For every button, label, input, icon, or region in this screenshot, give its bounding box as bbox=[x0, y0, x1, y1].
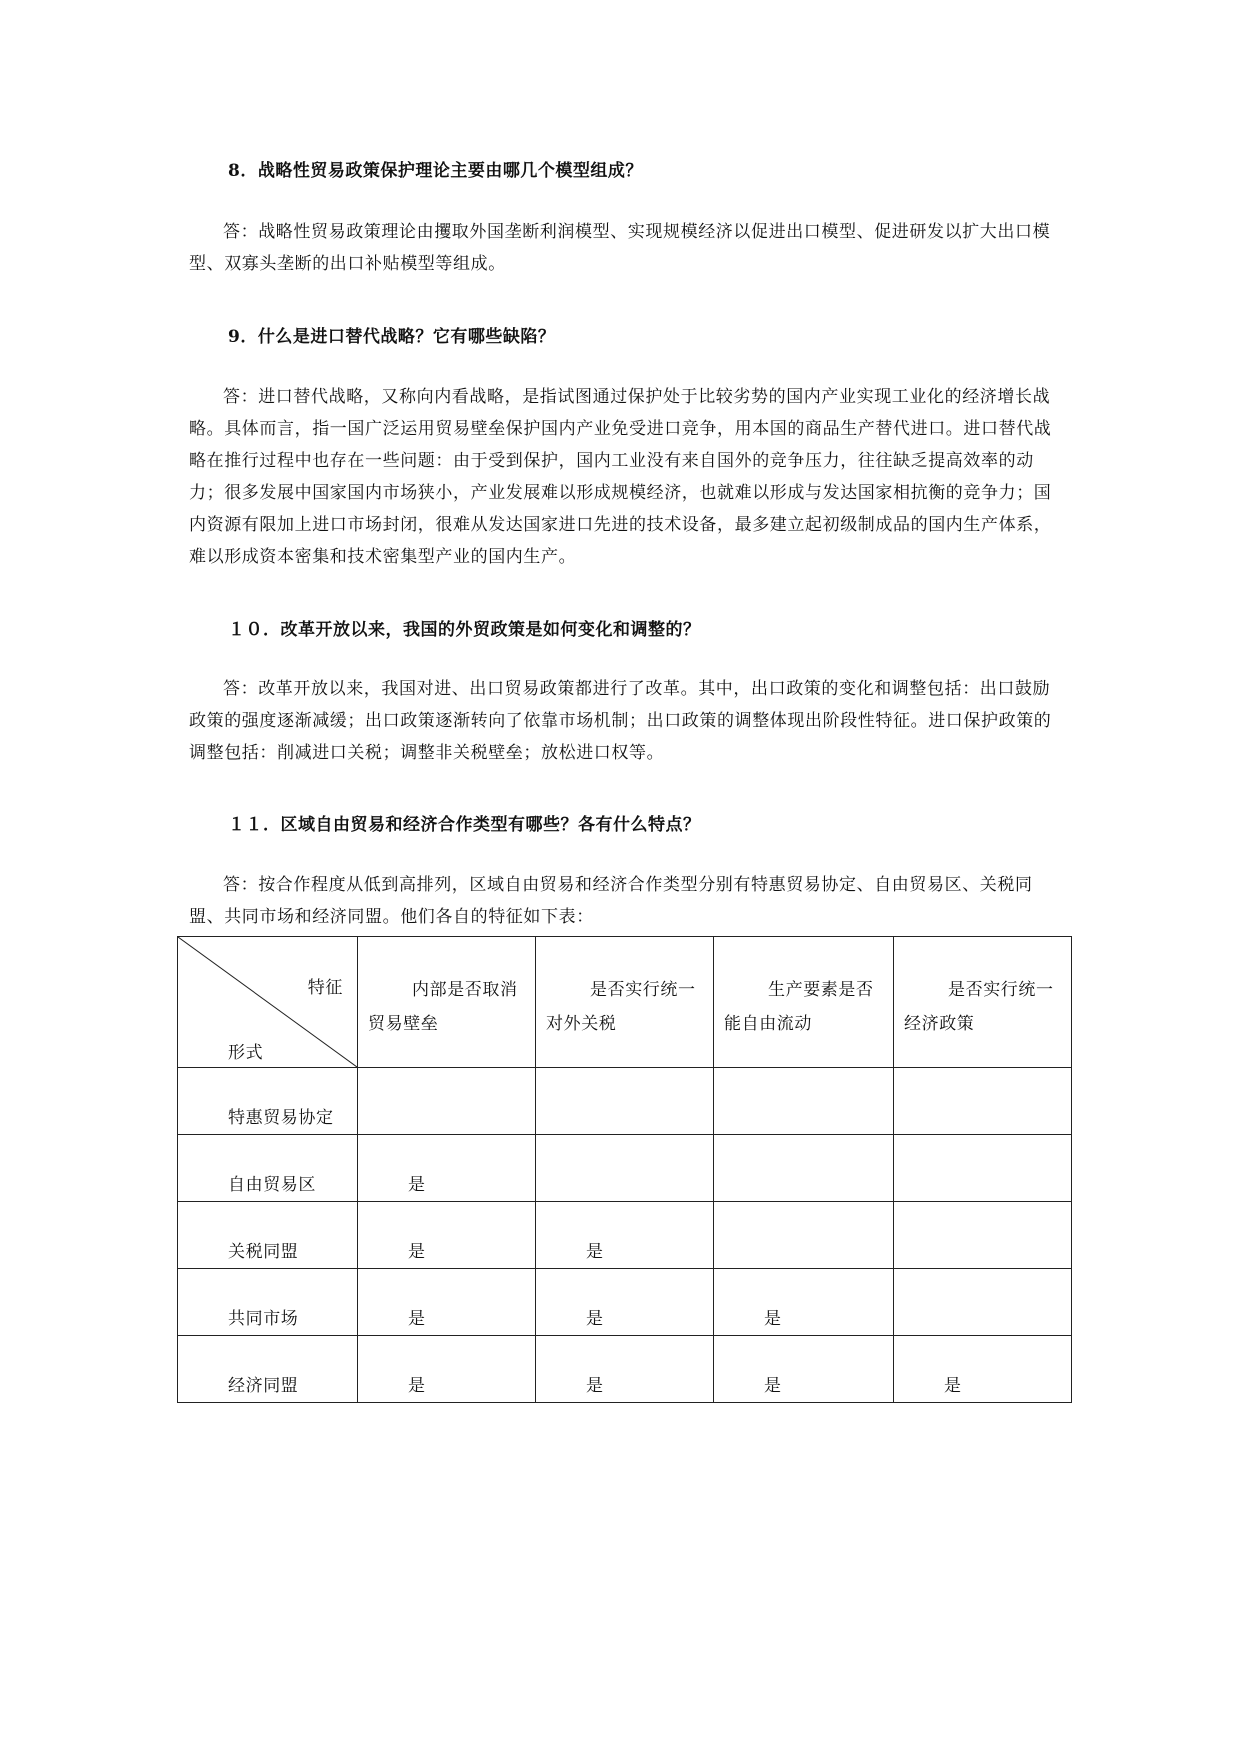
table-row bbox=[178, 1202, 1072, 1269]
answer-11: 答：按合作程度从低到高排列，区域自由贸易和经济合作类型分别有特惠贸易协定、自由贸易区、关税同盟、共同市场和经济同盟。他们各自的特征如下表： bbox=[189, 875, 1033, 927]
table-corner-cell bbox=[178, 937, 358, 1068]
diagonal-line bbox=[178, 937, 357, 1067]
table-row bbox=[178, 1068, 1072, 1135]
answer-10: 答：改革开放以来，我国对进、出口贸易政策都进行了改革。其中，出口政策的变化和调整包括：出口鼓励政策的强度逐渐减缓；出口政策逐渐转向了依靠市场机制；出口政策的调整体现出阶段性特征。进口保护政策的调整包括：削减进口关税；调整非关税壁垒；放松进口权等。 bbox=[189, 679, 1052, 763]
question-8: 8．战略性贸易政策保护理论主要由哪几个模型组成？ bbox=[228, 161, 643, 181]
table-cell: 是 bbox=[586, 1376, 603, 1396]
row-label: 经济同盟 bbox=[228, 1376, 299, 1396]
answer-9: 答：进口替代战略，又称向内看战略，是指试图通过保护处于比较劣势的国内产业实现工业化的经济增长战略。具体而言，指一国广泛运用贸易壁垒保护国内产业免受进口竞争，用本国的商品生产替代进口。进口替代战略在推行过程中也存在一些问题：由于受到保护，国内工业没有来自国外的竞争压力，往往缺乏提高效率的动力；很多发展中国家国内市场狭小，产业发展难以形成规模经济，也就难以形成与发达国家相抗衡的竞争力；国内资源有限加上进口市场封闭，很难从发达国家进口先进的技术设备，最多建立起初级制成品的国内生产体系，难以形成资本密集和技术密集型产业的国内生产。 bbox=[189, 387, 1052, 567]
table-cell: 是 bbox=[586, 1309, 603, 1329]
table-header-cell: 是否实行统一经济政策 bbox=[894, 937, 1072, 1068]
table-row bbox=[178, 1269, 1072, 1336]
table-cell: 是 bbox=[408, 1376, 425, 1396]
question-9: 9．什么是进口替代战略？它有哪些缺陷？ bbox=[228, 327, 556, 347]
row-label: 共同市场 bbox=[228, 1309, 299, 1329]
table-header-cell: 生产要素是否能自由流动 bbox=[714, 937, 894, 1068]
table-row bbox=[178, 1336, 1072, 1403]
corner-label-feature: 特征 bbox=[307, 978, 343, 998]
table-cell: 是 bbox=[586, 1242, 603, 1262]
table-row bbox=[178, 1135, 1072, 1202]
table-header-cell: 是否实行统一对外关税 bbox=[536, 937, 714, 1068]
row-label: 自由贸易区 bbox=[228, 1175, 316, 1195]
table-cell: 是 bbox=[764, 1376, 781, 1396]
answer-8: 答：战略性贸易政策理论由攫取外国垄断利润模型、实现规模经济以促进出口模型、促进研发以扩大出口模型、双寡头垄断的出口补贴模型等组成。 bbox=[189, 222, 1051, 274]
table-cell: 是 bbox=[764, 1309, 781, 1329]
table-cell: 是 bbox=[408, 1175, 425, 1195]
table-cell: 是 bbox=[408, 1242, 425, 1262]
trade-integration-table bbox=[177, 936, 1072, 1403]
question-11: １１．区域自由贸易和经济合作类型有哪些？各有什么特点？ bbox=[228, 815, 701, 835]
table-header-row bbox=[178, 937, 1072, 1068]
table-cell: 是 bbox=[408, 1309, 425, 1329]
row-label: 特惠贸易协定 bbox=[228, 1108, 334, 1128]
table-header-cell: 内部是否取消贸易壁垒 bbox=[358, 937, 536, 1068]
row-label: 关税同盟 bbox=[228, 1242, 299, 1262]
corner-label-form: 形式 bbox=[228, 1043, 264, 1063]
table-cell: 是 bbox=[944, 1376, 961, 1396]
question-10: １０．改革开放以来，我国的外贸政策是如何变化和调整的？ bbox=[228, 620, 701, 640]
